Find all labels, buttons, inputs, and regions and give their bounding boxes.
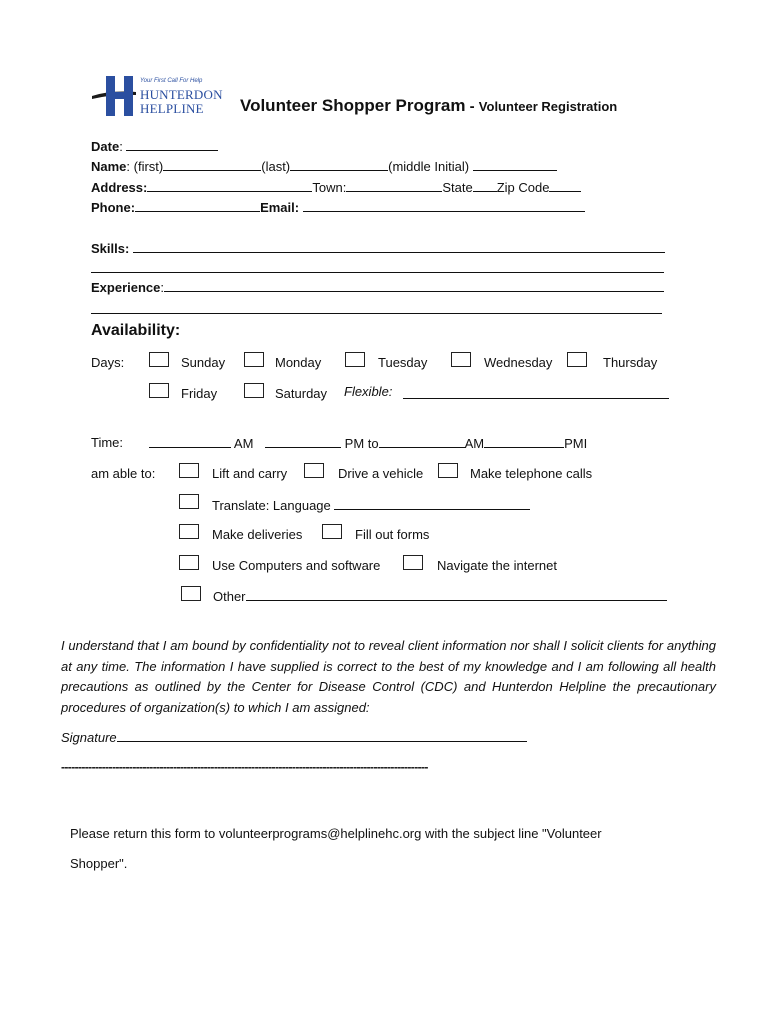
phone-field[interactable] [135, 199, 260, 212]
other-field[interactable] [246, 588, 667, 601]
deliveries-label: Make deliveries [212, 527, 303, 542]
flexible-field[interactable] [403, 398, 669, 399]
fill-forms-label: Fill out forms [355, 527, 430, 542]
fill-forms-checkbox[interactable] [322, 524, 342, 539]
translate-label: Translate: Language [212, 498, 331, 513]
title-separator: - [465, 98, 479, 115]
email-label: Email: [260, 200, 300, 215]
lift-carry-checkbox[interactable] [179, 463, 199, 478]
last-name-label: (last) [261, 159, 291, 174]
deliveries-checkbox[interactable] [179, 524, 199, 539]
date-colon: : [119, 139, 123, 154]
address-label: Address: [91, 180, 148, 195]
logo-name-line2: HELPLINE [140, 101, 204, 116]
experience-field-line-2[interactable] [91, 313, 662, 314]
tuesday-label: Tuesday [378, 355, 428, 370]
navigate-internet-label: Navigate the internet [437, 558, 557, 573]
pm-to-label: PM to [344, 436, 379, 451]
cut-line-divider: ------------------------------------------------------------------------------------------------------------ [61, 760, 428, 774]
language-field[interactable] [334, 497, 530, 510]
sunday-checkbox[interactable] [149, 352, 169, 367]
town-label: Town: [312, 180, 347, 195]
program-title: Volunteer Shopper Program [240, 96, 466, 115]
name-label: Name [91, 159, 127, 174]
friday-checkbox[interactable] [149, 383, 169, 398]
middle-initial-field[interactable] [473, 158, 557, 171]
confidentiality-statement: I understand that I am bound by confidentiality not to reveal client information nor shall I solicit clients for anything at any time. The information I have supplied is correct to the best of my knowledge and I am following all health precautions as outlined by the Center for Disease Control (CDC) and Hunterdon Helpline the precautionary procedures of organization(s) to which I am assigned: [61, 638, 716, 715]
navigate-internet-checkbox[interactable] [403, 555, 423, 570]
computers-checkbox[interactable] [179, 555, 199, 570]
logo-tagline: Your First Call For Help [140, 78, 203, 84]
start-time-field[interactable] [149, 435, 231, 448]
skills-row [91, 240, 665, 256]
wednesday-checkbox[interactable] [451, 352, 471, 367]
telephone-calls-checkbox[interactable] [438, 463, 458, 478]
state-field[interactable] [473, 179, 497, 192]
address-row [91, 179, 581, 195]
lift-carry-label: Lift and carry [212, 466, 288, 481]
friday-label: Friday [181, 386, 218, 401]
signature-label: Signature [61, 730, 117, 745]
time-row [149, 435, 587, 451]
zip-label: Zip Code [496, 180, 550, 195]
program-subtitle: Volunteer Registration [478, 99, 618, 114]
am2-label: AM [464, 436, 485, 451]
translate-row [212, 497, 530, 513]
able-to-label: am able to: [91, 466, 156, 481]
experience-colon: : [160, 280, 164, 295]
end-time-pm-field[interactable] [484, 435, 564, 448]
saturday-label: Saturday [275, 386, 328, 401]
monday-checkbox[interactable] [244, 352, 264, 367]
other-label: Other [213, 589, 246, 604]
address-field[interactable] [147, 179, 312, 192]
first-name-field[interactable] [163, 158, 261, 171]
pmi-label: PMI [564, 436, 588, 451]
telephone-calls-label: Make telephone calls [470, 466, 593, 481]
name-row [91, 158, 557, 174]
availability-heading: Availability: [91, 322, 181, 339]
wednesday-label: Wednesday [484, 355, 553, 370]
end-time-field[interactable] [379, 435, 465, 448]
skills-label: Skills: [91, 241, 130, 256]
logo-name-line1: HUNTERDON [140, 87, 223, 102]
tuesday-checkbox[interactable] [345, 352, 365, 367]
sunday-label: Sunday [181, 355, 226, 370]
translate-checkbox[interactable] [179, 494, 199, 509]
signature-row [61, 729, 527, 745]
experience-label: Experience [91, 280, 161, 295]
hunterdon-helpline-logo [90, 72, 230, 122]
skills-field-line-2[interactable] [91, 272, 664, 273]
other-row [213, 588, 667, 604]
middle-initial-label: (middle Initial) [388, 159, 470, 174]
signature-field[interactable] [117, 729, 527, 742]
drive-vehicle-label: Drive a vehicle [338, 466, 424, 481]
thursday-checkbox[interactable] [567, 352, 587, 367]
last-name-field[interactable] [290, 158, 388, 171]
start-time-pm-field[interactable] [265, 435, 341, 448]
am-label: AM [233, 436, 254, 451]
saturday-checkbox[interactable] [244, 383, 264, 398]
monday-label: Monday [275, 355, 322, 370]
flexible-label: Flexible: [344, 384, 393, 399]
other-checkbox[interactable] [181, 586, 201, 601]
first-name-label: : (first) [126, 159, 164, 174]
page-title [240, 96, 617, 116]
computers-label: Use Computers and software [212, 558, 381, 573]
date-field[interactable] [126, 138, 218, 151]
phone-label: Phone: [91, 200, 136, 215]
thursday-label: Thursday [603, 355, 658, 370]
phone-email-row [91, 199, 585, 215]
return-instructions-line2: Shopper". [70, 856, 128, 871]
date-row [91, 138, 218, 154]
experience-field[interactable] [164, 279, 664, 292]
date-label: Date [91, 139, 120, 154]
days-label: Days: [91, 355, 125, 370]
email-field[interactable] [303, 199, 585, 212]
town-field[interactable] [346, 179, 442, 192]
time-label: Time: [91, 435, 124, 450]
skills-field[interactable] [133, 240, 665, 253]
zip-field[interactable] [549, 179, 581, 192]
experience-row [91, 279, 664, 295]
drive-vehicle-checkbox[interactable] [304, 463, 324, 478]
state-label: State [442, 180, 473, 195]
return-instructions-line1: Please return this form to volunteerprograms@helplinehc.org with the subject line "Volunteer [70, 826, 602, 841]
